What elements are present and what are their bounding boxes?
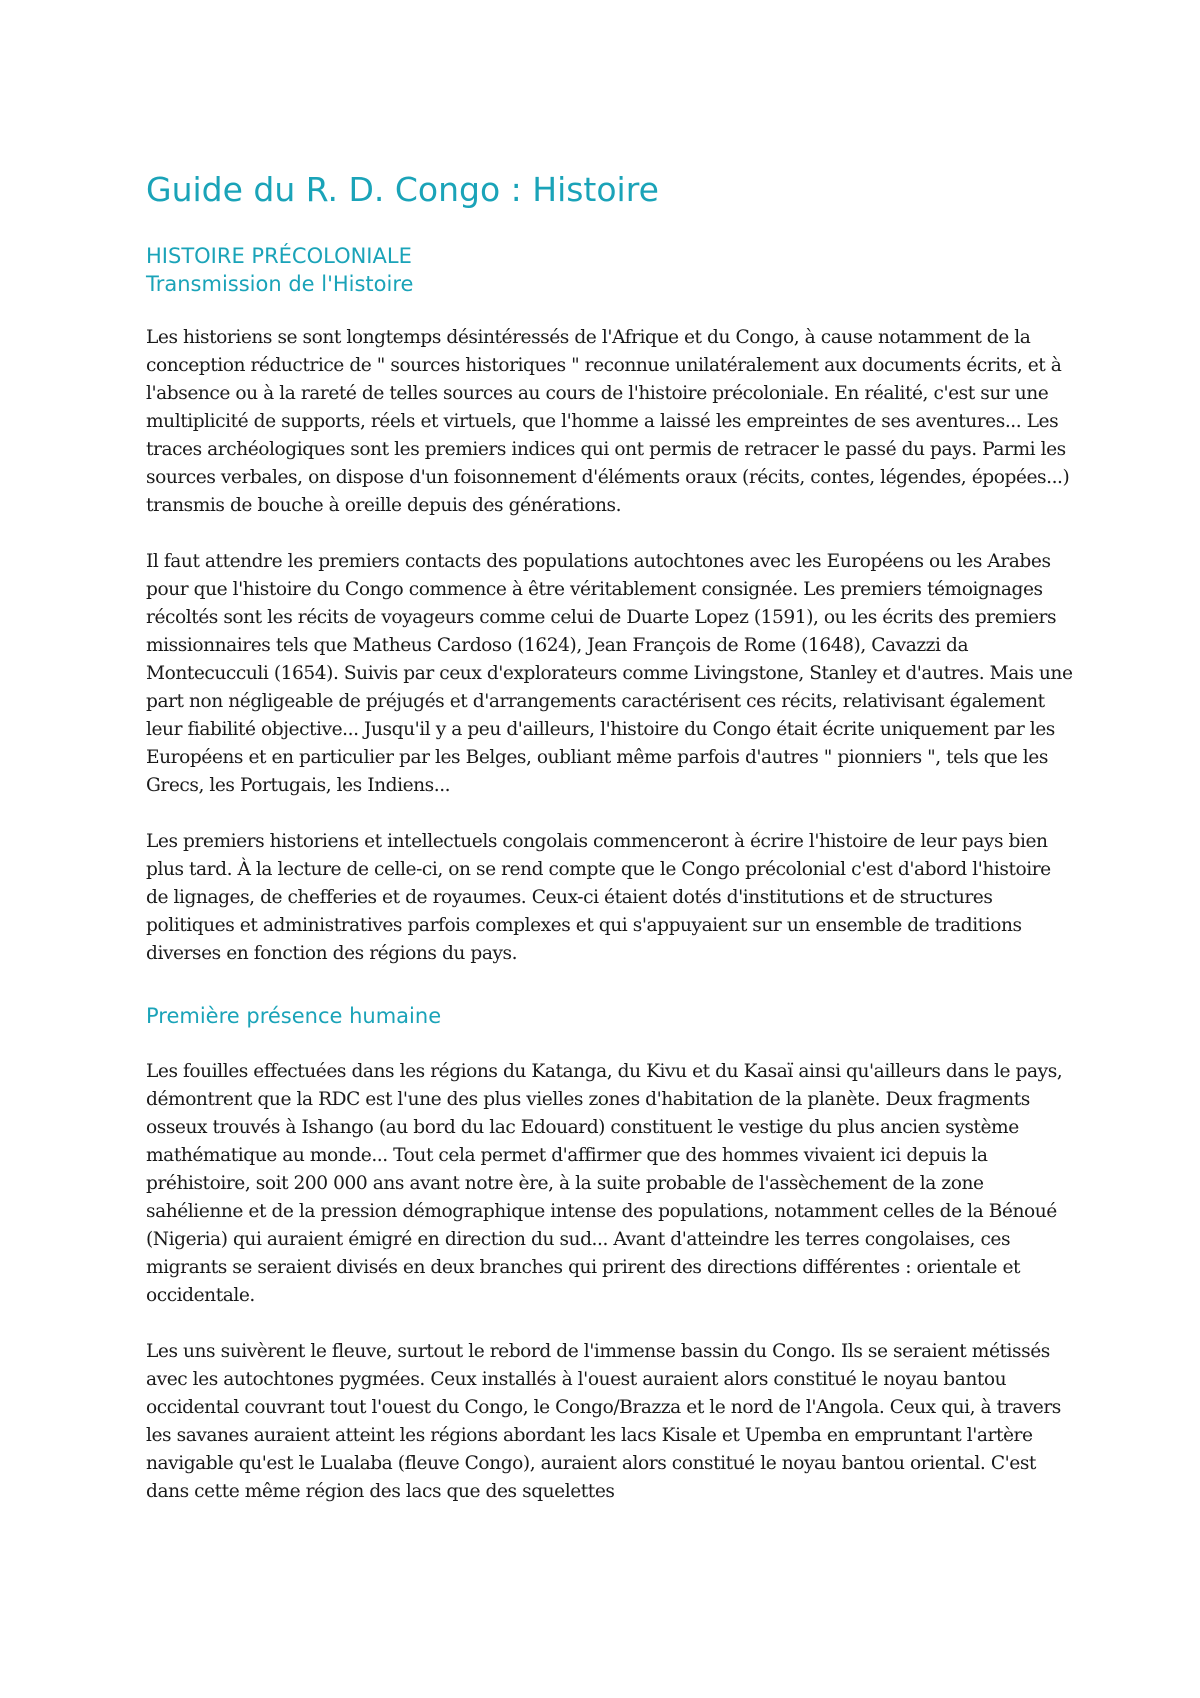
paragraph: Les premiers historiens et intellectuels congolais commenceront à écrire l'histoire de leur pays bien plus tard. À la lecture de celle-ci, on se rend compte que le Congo précolonial c'est d'abord l'histoire de lignages, de chefferies et de royaumes. Ceux-ci étaient dotés d'institutions et de structures politiques et administratives parfois complexes et qui s'appuyaient sur un ensemble de traditions diverses en fonction des régions du pays. <box>146 831 1051 964</box>
subsection-heading: Transmission de l'Histoire <box>146 272 414 296</box>
document-title: Guide du R. D. Congo : Histoire <box>146 170 659 209</box>
paragraph: Les fouilles effectuées dans les régions du Katanga, du Kivu et du Kasaï ainsi qu'ailleurs dans le pays, démontrent que la RDC est l'une des plus vielles zones d'habitation de la planète. Deux fragments osseux trouvés à Ishango (au bord du lac Edouard) constituent le vestige du plus ancien système mathématique au monde... Tout cela permet d'affirmer que des hommes vivaient ici depuis la préhistoire, soit 200 000 ans avant notre ère, à la suite probable de l'assèchement de la zone sahélienne et de la pression démographique intense des populations, notamment celles de la Bénoué (Nigeria) qui auraient émigré en direction du sud... Avant d'atteindre les terres congolaises, ces migrants se seraient divisés en deux branches qui prirent des directions différentes : orientale et occidentale. <box>146 1061 1063 1306</box>
paragraph: Il faut attendre les premiers contacts des populations autochtones avec les Européens ou les Arabes pour que l'histoire du Congo commence à être véritablement consignée. Les premiers témoignages récoltés sont les récits de voyageurs comme celui de Duarte Lopez (1591), ou les écrits des premiers missionnaires tels que Matheus Cardoso (1624), Jean François de Rome (1648), Cavazzi da Montecucculi (1654). Suivis par ceux d'explorateurs comme Livingstone, Stanley et d'autres. Mais une part non négligeable de préjugés et d'arrangements caractérisent ces récits, relativisant également leur fiabilité objective... Jusqu'il y a peu d'ailleurs, l'histoire du Congo était écrite uniquement par les Européens et en particulier par les Belges, oubliant même parfois d'autres " pionniers ", tels que les Grecs, les Portugais, les Indiens... <box>146 551 1073 796</box>
paragraph: Les historiens se sont longtemps désintéressés de l'Afrique et du Congo, à cause notamment de la conception réductrice de " sources historiques " reconnue unilatéralement aux documents écrits, et à l'absence ou à la rareté de telles sources au cours de l'histoire précoloniale. En réalité, c'est sur une multiplicité de supports, réels et virtuels, que l'homme a laissé les empreintes de ses aventures... Les traces archéologiques sont les premiers indices qui ont permis de retracer le passé du pays. Parmi les sources verbales, on dispose d'un foisonnement d'éléments oraux (récits, contes, légendes, épopées...) transmis de bouche à oreille depuis des générations. <box>146 327 1070 516</box>
document-page <box>146 170 1076 1506</box>
paragraph: Les uns suivèrent le fleuve, surtout le rebord de l'immense bassin du Congo. Ils se seraient métissés avec les autochtones pygmées. Ceux installés à l'ouest auraient alors constitué le noyau bantou occidental couvrant tout l'ouest du Congo, le Congo/Brazza et le nord de l'Angola. Ceux qui, à travers les savanes auraient atteint les régions abordant les lacs Kisale et Upemba en empruntant l'artère navigable qu'est le Lualaba (fleuve Congo), auraient alors constitué le noyau bantou oriental. C'est dans cette même région des lacs que des squelettes <box>146 1341 1061 1502</box>
heading-premiere-presence: Première présence humaine <box>146 1004 442 1028</box>
section-heading: HISTOIRE PRÉCOLONIALE <box>146 244 412 268</box>
